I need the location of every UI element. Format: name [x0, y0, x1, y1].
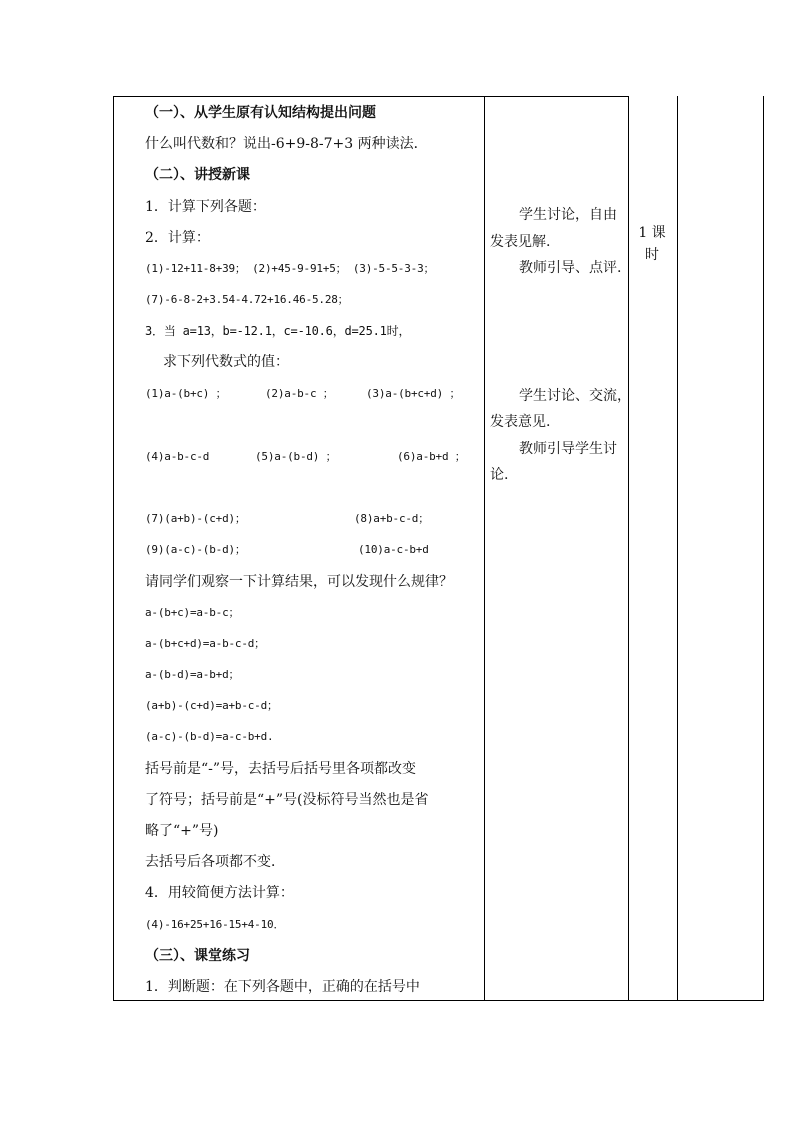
table-bottom-border: [113, 1000, 764, 1001]
calc-row-2: (7)-6-8-2+3.54-4.72+16.46-5.28；: [145, 293, 349, 306]
column-divider-1: [484, 96, 485, 1001]
question-3: 3．当 a=13，b=-12.1，c=-10.6，d=25.1时，: [145, 324, 411, 338]
question-4-expression: (4)-16+25+16-15+4-10．: [145, 918, 285, 931]
rule-result-4: (a+b)-(c+d)=a+b-c-d；: [145, 699, 278, 712]
activity-a-line-3: 教师引导、点评.: [519, 260, 622, 276]
calc-row-1: (1)-12+11-8+39； (2)+45-9-91+5； (3)-5-5-3-3；: [145, 262, 435, 275]
question-4: 4．用较简便方法计算：: [145, 885, 294, 901]
expression-3: (3)a-(b+c+d) ；: [366, 387, 461, 400]
activity-b-line-4: 论.: [490, 467, 509, 483]
table-top-border: [113, 96, 629, 97]
question-3-subtitle: 求下列代数式的值：: [163, 354, 289, 370]
column-divider-3: [677, 96, 678, 1001]
rule-result-2: a-(b+c+d)=a-b-c-d；: [145, 637, 265, 650]
rule-text-2: 了符号；括号前是“+”号(没标符号当然也是省: [145, 792, 429, 808]
observe-prompt: 请同学们观察一下计算结果，可以发现什么规律？: [145, 574, 453, 590]
table-left-border: [113, 96, 114, 1001]
expression-1: (1)a-(b+c) ；: [145, 387, 227, 400]
table-right-border: [763, 96, 764, 1001]
expression-6: (6)a-b+d ；: [397, 450, 466, 463]
hours-line-1: 1 课: [638, 225, 666, 241]
activity-a-line-2: 发表见解.: [490, 234, 551, 250]
hours-line-2: 时: [645, 247, 659, 263]
rule-result-1: a-(b+c)=a-b-c；: [145, 606, 240, 619]
rule-result-5: (a-c)-(b-d)=a-c-b+d.: [145, 730, 274, 743]
rule-text-3: 略了“+”号): [145, 823, 219, 839]
question-1: 1．计算下列各题：: [145, 199, 266, 215]
section-2-heading: （二）、讲授新课: [145, 167, 250, 183]
rule-result-3: a-(b-d)=a-b+d；: [145, 668, 240, 681]
expression-7: (7)(a+b)-(c+d)；: [145, 512, 246, 525]
activity-a-line-1: 学生讨论，自由: [519, 207, 617, 223]
expression-8: (8)a+b-c-d；: [354, 512, 430, 525]
rule-text-4: 去括号后各项都不变．: [145, 854, 285, 870]
activity-b-line-1: 学生讨论、交流，: [519, 388, 631, 404]
section-1-question: 什么叫代数和？说出-6+9-8-7+3 两种读法．: [145, 136, 428, 152]
exercise-1: 1．判断题：在下列各题中，正确的在括号中: [145, 979, 420, 995]
expression-10: (10)a-c-b+d: [358, 543, 429, 556]
section-3-heading: （三）、课堂练习: [145, 948, 250, 964]
expression-5: (5)a-(b-d) ；: [255, 450, 337, 463]
activity-b-line-3: 教师引导学生讨: [519, 441, 617, 457]
rule-text-1: 括号前是“-”号，去括号后括号里各项都改变: [145, 761, 417, 777]
expression-9: (9)(a-c)-(b-d)；: [145, 543, 246, 556]
section-1-heading: （一）、从学生原有认知结构提出问题: [145, 105, 376, 121]
expression-2: (2)a-b-c ；: [265, 387, 334, 400]
activity-b-line-2: 发表意见.: [490, 414, 551, 430]
expression-4: (4)a-b-c-d: [145, 450, 210, 463]
question-2: 2．计算：: [145, 230, 210, 246]
